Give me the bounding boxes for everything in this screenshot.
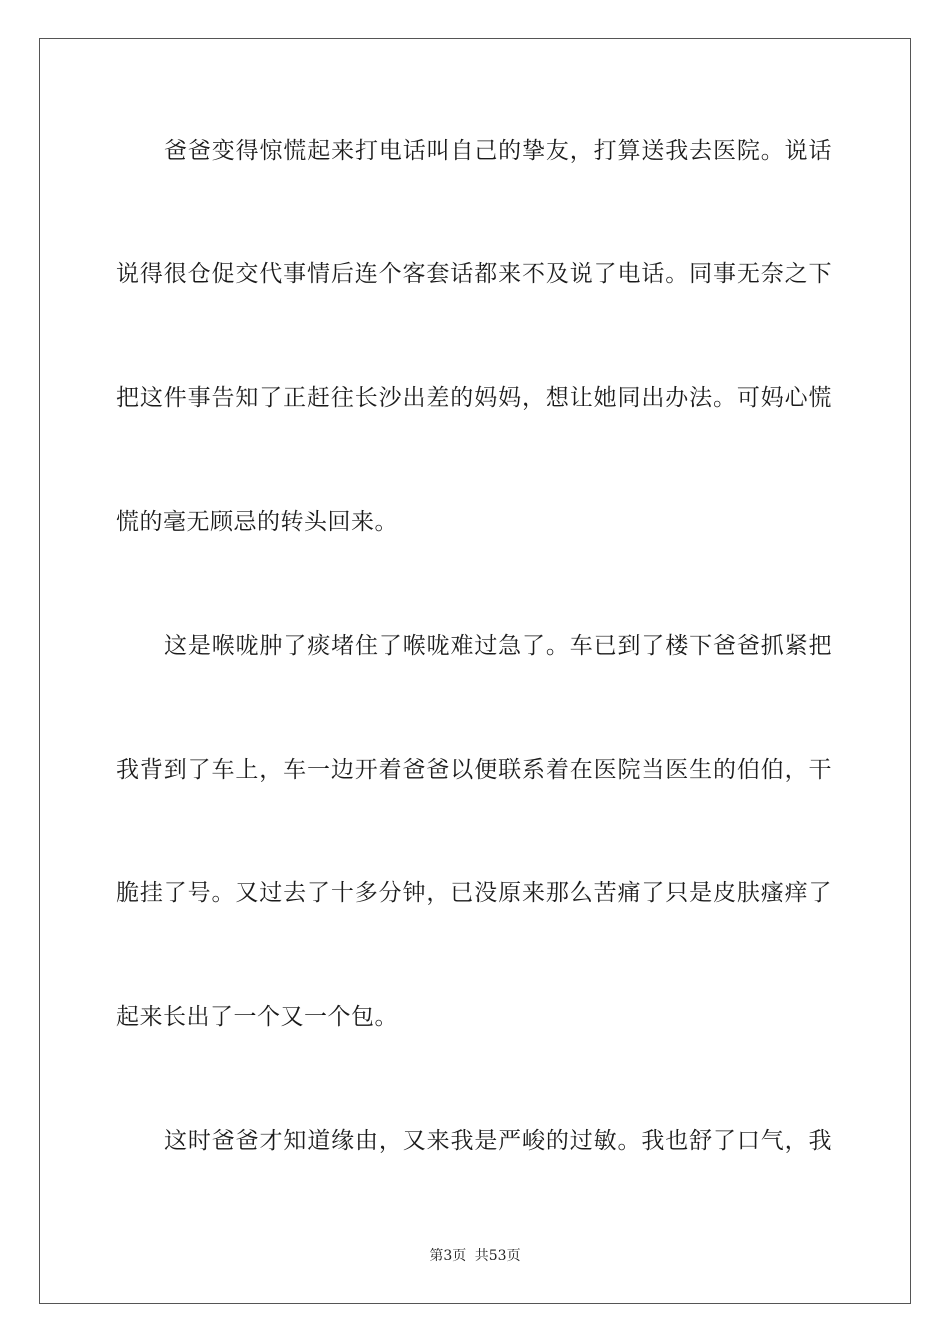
paragraph-2-line-1: 这是喉咙肿了痰堵住了喉咙难过急了。车已到了楼下爸爸抓紧把 [164, 633, 832, 659]
paragraph-1-line-4: 慌的毫无顾忌的转头回来。 [116, 509, 398, 535]
paragraph-3-line-1: 这时爸爸才知道缘由，又来我是严峻的过敏。我也舒了口气，我 [164, 1128, 832, 1154]
page-border [39, 38, 911, 1304]
paragraph-1-line-1: 爸爸变得惊慌起来打电话叫自己的挚友，打算送我去医院。说话 [164, 138, 832, 164]
paragraph-1-line-2: 说得很仓促交代事情后连个客套话都来不及说了电话。同事无奈之下 [116, 261, 832, 287]
paragraph-2-line-2: 我背到了车上，车一边开着爸爸以便联系着在医院当医生的伯伯，干 [116, 757, 832, 783]
page-footer [0, 1245, 950, 1265]
paragraph-2-line-3: 脆挂了号。又过去了十多分钟，已没原来那么苦痛了只是皮肤瘙痒了 [116, 880, 832, 906]
paragraph-1-line-3: 把这件事告知了正赶往长沙出差的妈妈，想让她同出办法。可妈心慌 [116, 385, 832, 411]
total-pages: 共53页 [474, 1248, 521, 1264]
page-number: 第3页 [429, 1248, 467, 1264]
paragraph-2-line-4: 起来长出了一个又一个包。 [116, 1004, 398, 1030]
